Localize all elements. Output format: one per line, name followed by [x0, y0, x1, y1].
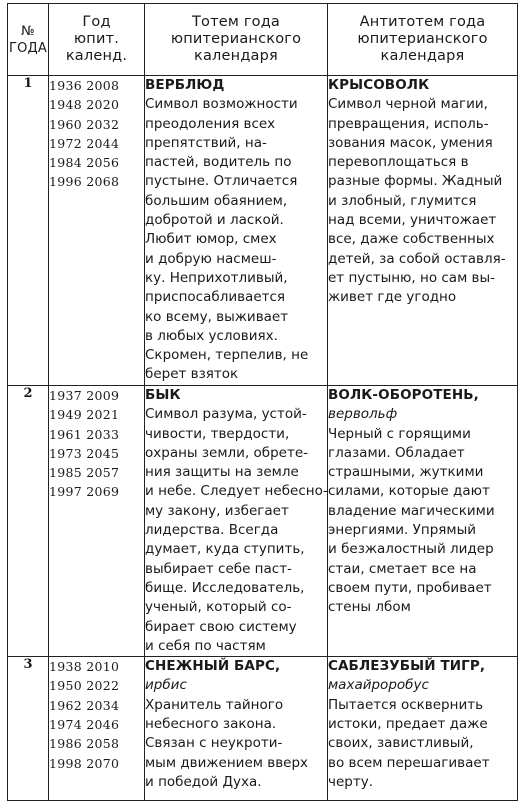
totem-name: БЫК	[145, 387, 181, 403]
header-year: Год юпит. календ.	[49, 4, 145, 76]
antitotem-name: КРЫСОВОЛК	[328, 77, 430, 93]
antitotem-cell: САБЛЕЗУБЫЙ ТИГР, махайроробус Пытается осквернить истоки, предает даже своих, завистливый, во всем перешагивает черту.	[328, 657, 518, 801]
antitotem-name: САБЛЕЗУБЫЙ ТИГР,	[328, 658, 486, 675]
table-row	[8, 657, 518, 801]
totem-cell: БЫК Символ разума, устой- чивости, твердости, охраны земли, обрете- ния защиты на земле и небе. Следует небесно- му закону, избегает лидерства. Всегда думает, куда ступить, выбирает себе паст- бище. Исследователь, ученый, который со- бирает свою систему и себя по частям	[145, 386, 328, 657]
header-number: № ГОДА	[8, 4, 49, 76]
totem-alt-name: ирбис	[145, 677, 187, 694]
header-antitotem: Антитотем года юпитерианского календаря	[328, 4, 518, 76]
antitotem-name: ВОЛК-ОБОРОТЕНЬ,	[328, 387, 479, 403]
table-header-row	[8, 4, 518, 76]
table-row	[8, 76, 518, 386]
year-list: 1937 2009 1949 2021 1961 2033 1973 2045 1985 2057 1997 2069	[49, 386, 145, 657]
totem-name: ВЕРБЛЮД	[145, 77, 225, 93]
year-list: 1938 2010 1950 2022 1962 2034 1974 2046 1986 2058 1998 2070	[49, 657, 145, 801]
antitotem-alt-name: вервольф	[328, 406, 398, 423]
header-totem: Тотем года юпитерианского календаря	[145, 4, 328, 76]
antitotem-cell: ВОЛК-ОБОРОТЕНЬ, вервольф Черный с горящими глазами. Обладает страшными, жуткими силами, которые дают владение магическими энергиями. Упрямый и безжалостный лидер стаи, сметает все на своем пути, пробивает стены лбом	[328, 386, 518, 657]
totem-cell: ВЕРБЛЮД Символ возможности преодоления всех препятствий, на- пастей, водитель по пустыне. Отличается большим обаянием, добротой и лаской. Любит юмор, смех и добрую насмеш- ку. Неприхотливый, приспосабливается ко всему, выживает в любых условиях. Скромен, терпелив, не берет взяток	[145, 76, 328, 386]
row-number: 1	[8, 76, 49, 386]
year-list: 1936 2008 1948 2020 1960 2032 1972 2044 1984 2056 1996 2068	[49, 76, 145, 386]
table-row	[8, 386, 518, 657]
totem-name: СНЕЖНЫЙ БАРС,	[145, 658, 281, 675]
totem-cell: СНЕЖНЫЙ БАРС, ирбис Хранитель тайного небесного закона. Связан с неукроти- мым движением вверх и победой Духа.	[145, 657, 328, 801]
antitotem-alt-name: махайроробус	[328, 677, 429, 694]
antitotem-cell: КРЫСОВОЛК Символ черной магии, превращения, исполь- зования масок, умения перевоплощаться в разные формы. Жадный и злобный, глумится над всеми, уничтожает все, даже собственных детей, за собой оставля- ет пустыню, но сам вы- живет где угодно	[328, 76, 518, 386]
row-number: 2	[8, 386, 49, 657]
zodiac-table	[7, 3, 518, 801]
row-number: 3	[8, 657, 49, 801]
